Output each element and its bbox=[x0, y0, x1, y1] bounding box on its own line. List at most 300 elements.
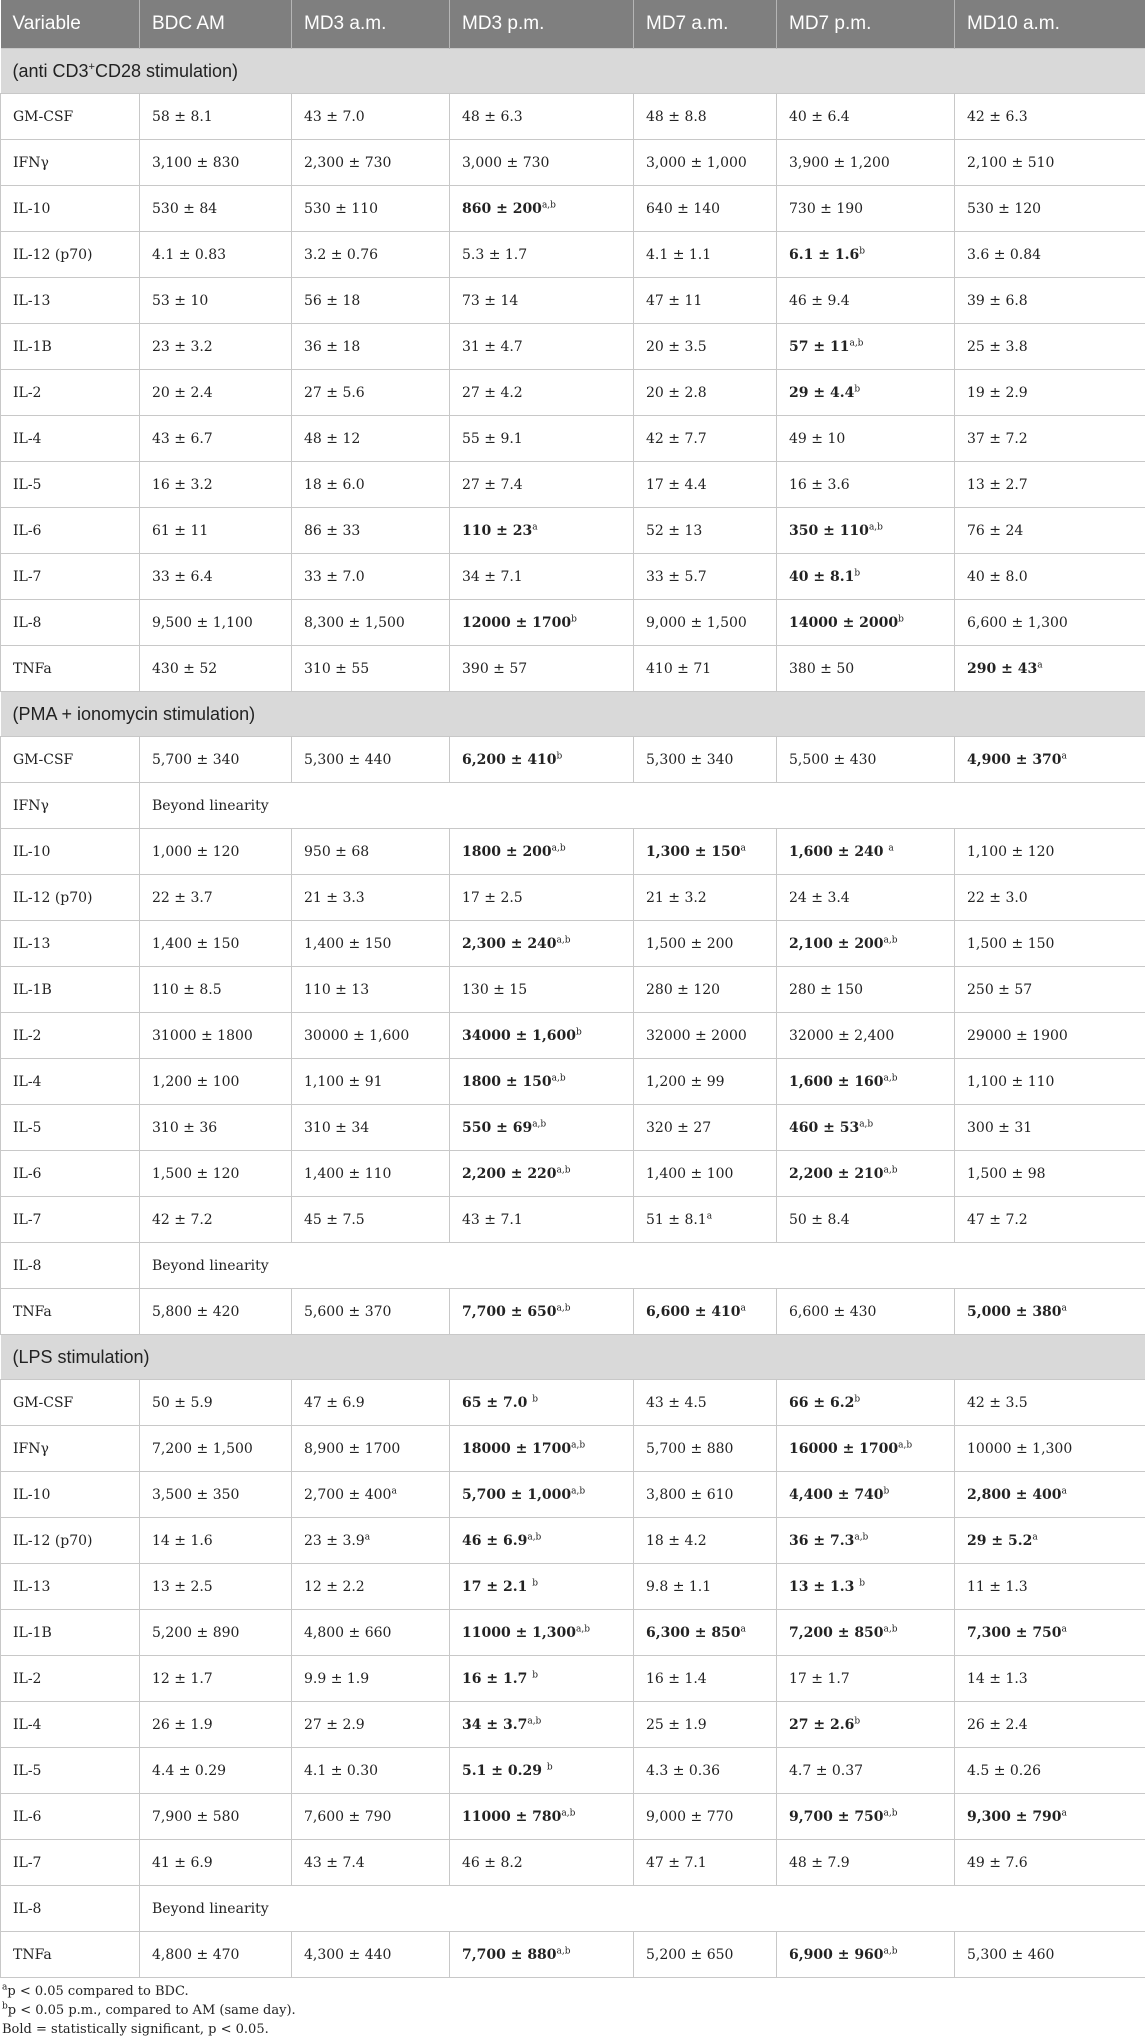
value-cell: 16 ± 1.4 bbox=[634, 1656, 777, 1702]
value-cell: 49 ± 7.6 bbox=[955, 1840, 1145, 1886]
value-cell: $11000 \pm 780^{a,b}$ bbox=[450, 1794, 634, 1840]
value-cell: 6.1 ± 1.6$^b$ bbox=[777, 232, 955, 278]
variable-cell: TNFa bbox=[1, 1932, 140, 1978]
value-cell: 7,900 ± 580 bbox=[140, 1794, 292, 1840]
value-cell: 47 ± 7.1 bbox=[634, 1840, 777, 1886]
value-cell: 47 ± 6.9 bbox=[292, 1380, 450, 1426]
table-row bbox=[1, 1748, 1145, 1794]
value-cell: $460 \pm 53^{a,b}$ bbox=[777, 1105, 955, 1151]
significance-mark: a bbox=[1062, 751, 1067, 761]
value-cell: 3.6 ± 0.84 bbox=[955, 232, 1145, 278]
value-cell: $34 \pm 3.7^{a,b}$ bbox=[450, 1702, 634, 1748]
variable-cell: IL-13 bbox=[1, 278, 140, 324]
value-cell: 530 ± 110 bbox=[292, 186, 450, 232]
value-cell: 43 ± 6.7 bbox=[140, 416, 292, 462]
superscript: + bbox=[89, 61, 95, 73]
significance-mark: a bbox=[1062, 1624, 1067, 1634]
value-cell: 33 ± 5.7 bbox=[634, 554, 777, 600]
table-row bbox=[1, 646, 1145, 692]
table-row bbox=[1, 278, 1145, 324]
value-cell: $7,700 \pm 880^{a,b}$ bbox=[450, 1932, 634, 1978]
value-cell: 3,000 ± 1,000 bbox=[634, 140, 777, 186]
value-cell: 20 ± 2.4 bbox=[140, 370, 292, 416]
value-cell: 9,000 ± 1,500 bbox=[634, 600, 777, 646]
value-cell: 3.2 ± 0.76 bbox=[292, 232, 450, 278]
value-cell: 1,400 ± 150 bbox=[292, 921, 450, 967]
value-cell: 1,200 ± 100 bbox=[140, 1059, 292, 1105]
variable-cell: TNFa bbox=[1, 1289, 140, 1335]
value-cell: 22 ± 3.0 bbox=[955, 875, 1145, 921]
value-cell: 50 ± 8.4 bbox=[777, 1197, 955, 1243]
value-cell: 43 ± 7.0 bbox=[292, 94, 450, 140]
value-cell: 5,700 ± 340 bbox=[140, 737, 292, 783]
significance-mark: a bbox=[741, 1624, 746, 1634]
table-row bbox=[1, 1702, 1145, 1748]
value-cell: 43 ± 4.5 bbox=[634, 1380, 777, 1426]
significance-mark: b bbox=[898, 614, 904, 624]
table-row bbox=[1, 324, 1145, 370]
variable-cell: IL-8 bbox=[1, 600, 140, 646]
value-cell: 1,100 ± 120 bbox=[955, 829, 1145, 875]
variable-cell: IL-4 bbox=[1, 416, 140, 462]
column-header: MD10 a.m. bbox=[955, 0, 1145, 49]
value-cell: 43 ± 7.1 bbox=[450, 1197, 634, 1243]
significance-mark: b bbox=[547, 1762, 553, 1772]
significance-mark: a bbox=[741, 843, 746, 853]
value-cell: $9,700 \pm 750^{a,b}$ bbox=[777, 1794, 955, 1840]
value-cell: 12 ± 2.2 bbox=[292, 1564, 450, 1610]
table-row bbox=[1, 1472, 1145, 1518]
value-cell: 5,600 ± 370 bbox=[292, 1289, 450, 1335]
value-cell: 13 ± 1.3 $^b$ bbox=[777, 1564, 955, 1610]
variable-cell: IL-5 bbox=[1, 1105, 140, 1151]
significance-mark: a,b bbox=[869, 522, 883, 532]
value-cell: $12000 \pm 1700^b$ bbox=[450, 600, 634, 646]
variable-cell: IFNγ bbox=[1, 140, 140, 186]
value-cell: 42 ± 3.5 bbox=[955, 1380, 1145, 1426]
value-cell: 1,400 ± 110 bbox=[292, 1151, 450, 1197]
value-cell: 18 ± 4.2 bbox=[634, 1518, 777, 1564]
value-cell: 41 ± 6.9 bbox=[140, 1840, 292, 1886]
significance-mark: a,b bbox=[542, 200, 556, 210]
variable-cell: IL-13 bbox=[1, 1564, 140, 1610]
value-cell: $5,700 \pm 1,000^{a,b}$ bbox=[450, 1472, 634, 1518]
value-cell: 58 ± 8.1 bbox=[140, 94, 292, 140]
value-cell: 3,000 ± 730 bbox=[450, 140, 634, 186]
variable-cell: IL-7 bbox=[1, 1197, 140, 1243]
value-cell: 250 ± 57 bbox=[955, 967, 1145, 1013]
variable-cell: IL-10 bbox=[1, 829, 140, 875]
significance-mark: a,b bbox=[854, 1532, 868, 1542]
value-cell: $1,300 \pm 150^a$ bbox=[634, 829, 777, 875]
variable-cell: TNFa bbox=[1, 646, 140, 692]
value-cell: 320 ± 27 bbox=[634, 1105, 777, 1151]
value-cell: 39 ± 6.8 bbox=[955, 278, 1145, 324]
value-cell: $1800 \pm 150^{a,b}$ bbox=[450, 1059, 634, 1105]
value-cell: $290 \pm 43^a$ bbox=[955, 646, 1145, 692]
significance-mark: a,b bbox=[898, 1440, 912, 1450]
table-header-row bbox=[1, 0, 1145, 49]
value-cell: 12 ± 1.7 bbox=[140, 1656, 292, 1702]
value-cell: 21 ± 3.3 bbox=[292, 875, 450, 921]
value-cell: 32000 ± 2,400 bbox=[777, 1013, 955, 1059]
value-cell: $1,600 \pm 160^{a,b}$ bbox=[777, 1059, 955, 1105]
value-cell: 18 ± 6.0 bbox=[292, 462, 450, 508]
variable-cell: IL-2 bbox=[1, 1656, 140, 1702]
significance-mark: a bbox=[1062, 1808, 1067, 1818]
value-cell: 48 ± 12 bbox=[292, 416, 450, 462]
value-cell: $18000 \pm 1700^{a,b}$ bbox=[450, 1426, 634, 1472]
table-row bbox=[1, 232, 1145, 278]
value-cell: $6,200 \pm 410^b$ bbox=[450, 737, 634, 783]
variable-cell: IL-4 bbox=[1, 1702, 140, 1748]
value-cell: 4.1 ± 0.83 bbox=[140, 232, 292, 278]
table-row bbox=[1, 416, 1145, 462]
column-header: Variable bbox=[1, 0, 140, 49]
value-cell: $2,100 \pm 200^{a,b}$ bbox=[777, 921, 955, 967]
table-row bbox=[1, 94, 1145, 140]
value-cell: 29 ± 4.4$^b$ bbox=[777, 370, 955, 416]
value-cell: $6,900 \pm 960^{a,b}$ bbox=[777, 1932, 955, 1978]
significance-mark: a bbox=[365, 1532, 370, 1542]
value-cell: 5,200 ± 890 bbox=[140, 1610, 292, 1656]
value-cell: 8,900 ± 1700 bbox=[292, 1426, 450, 1472]
value-cell: $860 \pm 200^{a,b}$ bbox=[450, 186, 634, 232]
value-cell: 14 ± 1.3 bbox=[955, 1656, 1145, 1702]
variable-cell: IFNγ bbox=[1, 1426, 140, 1472]
table-row bbox=[1, 140, 1145, 186]
table-row bbox=[1, 1197, 1145, 1243]
value-cell: 5,700 ± 880 bbox=[634, 1426, 777, 1472]
value-cell: 530 ± 84 bbox=[140, 186, 292, 232]
column-header: MD3 p.m. bbox=[450, 0, 634, 49]
variable-cell: IL-5 bbox=[1, 462, 140, 508]
value-cell: $1800 \pm 200^{a,b}$ bbox=[450, 829, 634, 875]
table-row bbox=[1, 1656, 1145, 1702]
footnote-mark: b bbox=[2, 2002, 8, 2012]
value-cell: 26 ± 1.9 bbox=[140, 1702, 292, 1748]
significance-mark: a,b bbox=[527, 1716, 541, 1726]
value-cell: 53 ± 10 bbox=[140, 278, 292, 324]
significance-mark: a,b bbox=[561, 1808, 575, 1818]
value-cell: 1,500 ± 200 bbox=[634, 921, 777, 967]
variable-cell: IL-1B bbox=[1, 1610, 140, 1656]
significance-mark: b bbox=[854, 568, 860, 578]
value-cell: 47 ± 11 bbox=[634, 278, 777, 324]
significance-mark: b bbox=[854, 1716, 860, 1726]
significance-mark: b bbox=[859, 1578, 865, 1588]
value-cell: 4.1 ± 1.1 bbox=[634, 232, 777, 278]
value-cell: 1,000 ± 120 bbox=[140, 829, 292, 875]
variable-cell: IL-10 bbox=[1, 186, 140, 232]
value-cell: 1,500 ± 150 bbox=[955, 921, 1145, 967]
significance-mark: a bbox=[532, 522, 537, 532]
significance-mark: b bbox=[532, 1670, 538, 1680]
value-cell: 5,300 ± 440 bbox=[292, 737, 450, 783]
value-cell: 20 ± 2.8 bbox=[634, 370, 777, 416]
value-cell: $6,300 \pm 850^a$ bbox=[634, 1610, 777, 1656]
table-row bbox=[1, 370, 1145, 416]
value-cell: 42 ± 7.7 bbox=[634, 416, 777, 462]
significance-mark: a,b bbox=[859, 1119, 873, 1129]
value-cell: 29000 ± 1900 bbox=[955, 1013, 1145, 1059]
section-header-row bbox=[1, 692, 1145, 737]
value-cell: 4,800 ± 470 bbox=[140, 1932, 292, 1978]
column-header: MD7 a.m. bbox=[634, 0, 777, 49]
significance-mark: a bbox=[1062, 1303, 1067, 1313]
value-cell: 25 ± 3.8 bbox=[955, 324, 1145, 370]
variable-cell: IL-10 bbox=[1, 1472, 140, 1518]
section-title: (LPS stimulation) bbox=[1, 1335, 1145, 1380]
footnotes bbox=[0, 1978, 1145, 2039]
value-cell: 1,400 ± 100 bbox=[634, 1151, 777, 1197]
significance-mark: b bbox=[884, 1486, 890, 1496]
value-cell: 5,500 ± 430 bbox=[777, 737, 955, 783]
value-cell: 950 ± 68 bbox=[292, 829, 450, 875]
value-cell: 66 ± 6.2$^b$ bbox=[777, 1380, 955, 1426]
variable-cell: IL-6 bbox=[1, 1794, 140, 1840]
value-cell: 5.3 ± 1.7 bbox=[450, 232, 634, 278]
value-cell: 6,600 ± 430 bbox=[777, 1289, 955, 1335]
table-row bbox=[1, 1243, 1145, 1289]
value-cell: 50 ± 5.9 bbox=[140, 1380, 292, 1426]
value-cell: 76 ± 24 bbox=[955, 508, 1145, 554]
value-cell: 17 ± 2.5 bbox=[450, 875, 634, 921]
value-cell: 5,200 ± 650 bbox=[634, 1932, 777, 1978]
variable-cell: GM-CSF bbox=[1, 737, 140, 783]
significance-mark: a bbox=[741, 1303, 746, 1313]
table-row bbox=[1, 1564, 1145, 1610]
significance-mark: a,b bbox=[557, 1165, 571, 1175]
value-cell: 20 ± 3.5 bbox=[634, 324, 777, 370]
value-cell: 40 ± 6.4 bbox=[777, 94, 955, 140]
value-cell: $11000 \pm 1,300^{a,b}$ bbox=[450, 1610, 634, 1656]
value-cell: 5,800 ± 420 bbox=[140, 1289, 292, 1335]
value-cell: 1,100 ± 110 bbox=[955, 1059, 1145, 1105]
value-cell: 46 ± 9.4 bbox=[777, 278, 955, 324]
section-header-row bbox=[1, 49, 1145, 94]
variable-cell: IL-1B bbox=[1, 324, 140, 370]
value-cell: 7,600 ± 790 bbox=[292, 1794, 450, 1840]
significance-mark: b bbox=[854, 384, 860, 394]
value-cell: 45 ± 7.5 bbox=[292, 1197, 450, 1243]
value-cell: 530 ± 120 bbox=[955, 186, 1145, 232]
value-cell: 4,800 ± 660 bbox=[292, 1610, 450, 1656]
section-title: (PMA + ionomycin stimulation) bbox=[1, 692, 1145, 737]
value-cell: 23 ± 3.9$^a$ bbox=[292, 1518, 450, 1564]
value-cell: 13 ± 2.7 bbox=[955, 462, 1145, 508]
significance-mark: a,b bbox=[576, 1624, 590, 1634]
table-row bbox=[1, 1840, 1145, 1886]
value-cell: 310 ± 36 bbox=[140, 1105, 292, 1151]
significance-mark: b bbox=[557, 751, 563, 761]
value-cell: $2,700 \pm 400^a$ bbox=[292, 1472, 450, 1518]
value-cell: 16 ± 3.2 bbox=[140, 462, 292, 508]
value-cell: 3,900 ± 1,200 bbox=[777, 140, 955, 186]
value-cell: 33 ± 6.4 bbox=[140, 554, 292, 600]
value-cell: 2,300 ± 730 bbox=[292, 140, 450, 186]
variable-cell: IL-12 (p70) bbox=[1, 875, 140, 921]
value-cell: $16000 \pm 1700^{a,b}$ bbox=[777, 1426, 955, 1472]
value-cell: 3,100 ± 830 bbox=[140, 140, 292, 186]
column-header: MD3 a.m. bbox=[292, 0, 450, 49]
span-cell: Beyond linearity bbox=[140, 1886, 1145, 1932]
significance-mark: a,b bbox=[884, 1624, 898, 1634]
value-cell: 19 ± 2.9 bbox=[955, 370, 1145, 416]
value-cell: 17 ± 1.7 bbox=[777, 1656, 955, 1702]
value-cell: $7,300 \pm 750^a$ bbox=[955, 1610, 1145, 1656]
value-cell: 110 ± 13 bbox=[292, 967, 450, 1013]
value-cell: 27 ± 2.9 bbox=[292, 1702, 450, 1748]
table-row bbox=[1, 462, 1145, 508]
value-cell: 73 ± 14 bbox=[450, 278, 634, 324]
variable-cell: GM-CSF bbox=[1, 94, 140, 140]
significance-mark: a,b bbox=[884, 1073, 898, 1083]
value-cell: 22 ± 3.7 bbox=[140, 875, 292, 921]
table-row bbox=[1, 921, 1145, 967]
value-cell: 280 ± 150 bbox=[777, 967, 955, 1013]
footnote-mark: a bbox=[2, 1983, 7, 1993]
value-cell: 27 ± 7.4 bbox=[450, 462, 634, 508]
variable-cell: IL-2 bbox=[1, 1013, 140, 1059]
significance-mark: a bbox=[1062, 1486, 1067, 1496]
value-cell: 640 ± 140 bbox=[634, 186, 777, 232]
table-row bbox=[1, 1380, 1145, 1426]
significance-mark: a bbox=[1037, 660, 1042, 670]
value-cell: 42 ± 6.3 bbox=[955, 94, 1145, 140]
table-row bbox=[1, 1932, 1145, 1978]
value-cell: 1,500 ± 98 bbox=[955, 1151, 1145, 1197]
significance-mark: a,b bbox=[884, 1808, 898, 1818]
variable-cell: IFNγ bbox=[1, 783, 140, 829]
column-header: BDC AM bbox=[140, 0, 292, 49]
value-cell: 300 ± 31 bbox=[955, 1105, 1145, 1151]
value-cell: 48 ± 8.8 bbox=[634, 94, 777, 140]
value-cell: $7,200 \pm 850^{a,b}$ bbox=[777, 1610, 955, 1656]
value-cell: 380 ± 50 bbox=[777, 646, 955, 692]
value-cell: $2,200 \pm 220^{a,b}$ bbox=[450, 1151, 634, 1197]
value-cell: 40 ± 8.1$^b$ bbox=[777, 554, 955, 600]
variable-cell: GM-CSF bbox=[1, 1380, 140, 1426]
variable-cell: IL-4 bbox=[1, 1059, 140, 1105]
value-cell: 31 ± 4.7 bbox=[450, 324, 634, 370]
value-cell: $5,000 \pm 380^a$ bbox=[955, 1289, 1145, 1335]
value-cell: $14000 \pm 2000^b$ bbox=[777, 600, 955, 646]
value-cell: 7,200 ± 1,500 bbox=[140, 1426, 292, 1472]
value-cell: $4,400 \pm 740^b$ bbox=[777, 1472, 955, 1518]
significance-mark: a bbox=[1032, 1532, 1037, 1542]
significance-mark: a,b bbox=[552, 843, 566, 853]
value-cell: $4,900 \pm 370^a$ bbox=[955, 737, 1145, 783]
value-cell: 1,600 ± 240 $^a$ bbox=[777, 829, 955, 875]
table-row bbox=[1, 1289, 1145, 1335]
value-cell: $9,300 \pm 790^a$ bbox=[955, 1794, 1145, 1840]
value-cell: 27 ± 4.2 bbox=[450, 370, 634, 416]
table-row bbox=[1, 875, 1145, 921]
value-cell: 430 ± 52 bbox=[140, 646, 292, 692]
value-cell: 52 ± 13 bbox=[634, 508, 777, 554]
value-cell: 49 ± 10 bbox=[777, 416, 955, 462]
span-cell: Beyond linearity bbox=[140, 1243, 1145, 1289]
value-cell: 110 ± 8.5 bbox=[140, 967, 292, 1013]
table-row bbox=[1, 554, 1145, 600]
value-cell: 16 ± 3.6 bbox=[777, 462, 955, 508]
variable-cell: IL-12 (p70) bbox=[1, 232, 140, 278]
table-row bbox=[1, 967, 1145, 1013]
value-cell: 1,400 ± 150 bbox=[140, 921, 292, 967]
value-cell: $550 \pm 69^{a,b}$ bbox=[450, 1105, 634, 1151]
value-cell: 280 ± 120 bbox=[634, 967, 777, 1013]
value-cell: 390 ± 57 bbox=[450, 646, 634, 692]
variable-cell: IL-6 bbox=[1, 508, 140, 554]
table-row bbox=[1, 1059, 1145, 1105]
span-cell: Beyond linearity bbox=[140, 783, 1145, 829]
value-cell: 9.8 ± 1.1 bbox=[634, 1564, 777, 1610]
value-cell: 48 ± 6.3 bbox=[450, 94, 634, 140]
significance-mark: a bbox=[888, 843, 893, 853]
value-cell: 5,300 ± 460 bbox=[955, 1932, 1145, 1978]
value-cell: 310 ± 55 bbox=[292, 646, 450, 692]
significance-mark: a,b bbox=[571, 1440, 585, 1450]
value-cell: 32000 ± 2000 bbox=[634, 1013, 777, 1059]
section-header-row bbox=[1, 1335, 1145, 1380]
value-cell: 26 ± 2.4 bbox=[955, 1702, 1145, 1748]
value-cell: 48 ± 7.9 bbox=[777, 1840, 955, 1886]
value-cell: 29 ± 5.2$^a$ bbox=[955, 1518, 1145, 1564]
value-cell: 46 ± 8.2 bbox=[450, 1840, 634, 1886]
variable-cell: IL-13 bbox=[1, 921, 140, 967]
table-row bbox=[1, 829, 1145, 875]
value-cell: 5,300 ± 340 bbox=[634, 737, 777, 783]
significance-mark: b bbox=[571, 614, 577, 624]
value-cell: 34000 ± 1,600$^b$ bbox=[450, 1013, 634, 1059]
value-cell: 23 ± 3.2 bbox=[140, 324, 292, 370]
table-row bbox=[1, 1105, 1145, 1151]
value-cell: 30000 ± 1,600 bbox=[292, 1013, 450, 1059]
table-row bbox=[1, 508, 1145, 554]
significance-mark: a,b bbox=[884, 935, 898, 945]
value-cell: 86 ± 33 bbox=[292, 508, 450, 554]
value-cell: 40 ± 8.0 bbox=[955, 554, 1145, 600]
table-body bbox=[1, 49, 1145, 1978]
value-cell: 25 ± 1.9 bbox=[634, 1702, 777, 1748]
variable-cell: IL-7 bbox=[1, 554, 140, 600]
table-row bbox=[1, 783, 1145, 829]
value-cell: 8,300 ± 1,500 bbox=[292, 600, 450, 646]
footnote: Bold = statistically significant, p < 0.05. bbox=[2, 2020, 1145, 2039]
value-cell: 9.9 ± 1.9 bbox=[292, 1656, 450, 1702]
table-row bbox=[1, 1151, 1145, 1197]
significance-mark: a,b bbox=[557, 1303, 571, 1313]
variable-cell: IL-2 bbox=[1, 370, 140, 416]
value-cell: 730 ± 190 bbox=[777, 186, 955, 232]
value-cell: 47 ± 7.2 bbox=[955, 1197, 1145, 1243]
value-cell: 31000 ± 1800 bbox=[140, 1013, 292, 1059]
value-cell: 4.3 ± 0.36 bbox=[634, 1748, 777, 1794]
value-cell: 11 ± 1.3 bbox=[955, 1564, 1145, 1610]
table-row bbox=[1, 1886, 1145, 1932]
significance-mark: b bbox=[859, 246, 865, 256]
value-cell: 33 ± 7.0 bbox=[292, 554, 450, 600]
value-cell: 55 ± 9.1 bbox=[450, 416, 634, 462]
significance-mark: a bbox=[707, 1211, 712, 1221]
significance-mark: a,b bbox=[884, 1946, 898, 1956]
value-cell: 65 ± 7.0 $^b$ bbox=[450, 1380, 634, 1426]
value-cell: 6,600 ± 1,300 bbox=[955, 600, 1145, 646]
value-cell: $7,700 \pm 650^{a,b}$ bbox=[450, 1289, 634, 1335]
value-cell: 10000 ± 1,300 bbox=[955, 1426, 1145, 1472]
value-cell: 4.4 ± 0.29 bbox=[140, 1748, 292, 1794]
